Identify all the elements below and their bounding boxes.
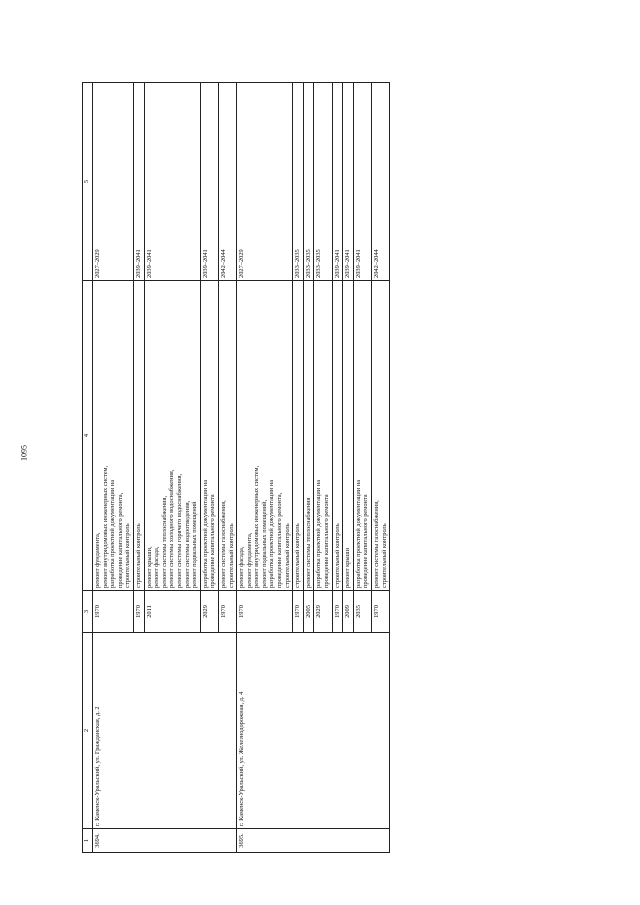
work-item: проведение капитального ремонта	[362, 494, 370, 588]
year-cell: 2035	[353, 591, 371, 633]
year-cell: 1970	[218, 591, 236, 633]
works-cell	[343, 281, 354, 591]
works-cell	[144, 281, 200, 591]
work-item: проведение капитального ремонта,	[276, 492, 284, 588]
works-cell	[93, 281, 134, 591]
period-cell: 2039–2041	[353, 83, 371, 281]
year-cell: 1970	[237, 591, 293, 633]
work-item: ремонт системы газоснабжения,	[373, 500, 380, 588]
row-number: 3695.	[237, 829, 390, 853]
work-item: разработка проектной документации на	[315, 479, 323, 588]
work-item: строительный контроль	[294, 523, 302, 588]
header-row	[83, 83, 93, 853]
year-cell: 2005	[303, 591, 314, 633]
work-item: ремонт подвальных помещений	[191, 501, 199, 588]
works-cell	[332, 281, 343, 591]
work-item: ремонт подвальных помещений,	[260, 499, 268, 588]
work-item: ремонт крыши,	[145, 546, 153, 588]
work-item: проведение капитального ремонта,	[116, 492, 124, 588]
header-cell-3: 3	[83, 591, 93, 633]
work-item: ремонт фундамента,	[245, 532, 253, 588]
work-item: ремонт системы теплоснабжения,	[160, 495, 168, 588]
work-item: ремонт системы горячего водоснабжения,	[175, 473, 183, 588]
address-cell: г. Каменск-Уральский, ул. Железнодорожная, д. 4	[237, 633, 390, 829]
work-item: проведение капитального ремонта	[209, 494, 217, 588]
works-cell	[293, 281, 304, 591]
period-cell: 2027–2029	[237, 83, 293, 281]
table-body	[93, 83, 390, 853]
work-item: строительный контроль	[134, 523, 142, 588]
work-item: строительный контроль	[333, 523, 341, 588]
page-number: 1095	[19, 445, 29, 461]
works-cell	[200, 281, 218, 591]
work-item: ремонт системы газоснабжения,	[219, 500, 227, 588]
period-cell: 2039–2041	[332, 83, 343, 281]
period-cell: 2033–2035	[303, 83, 314, 281]
work-item: ремонт системы водоотведения,	[183, 500, 191, 588]
work-item: разработка проектной документации на	[109, 479, 117, 588]
works-cell	[372, 281, 390, 591]
work-item: строительный контроль	[283, 523, 291, 588]
work-item: ремонт фасада,	[153, 546, 161, 588]
work-item: ремонт фундамента,	[94, 532, 101, 588]
work-item: разработка проектной документации на	[354, 479, 362, 588]
work-item: ремонт внутридомовых инженерных систем,	[101, 465, 109, 588]
year-cell: 2011	[144, 591, 200, 633]
year-cell: 1970	[332, 591, 343, 633]
period-cell: 2039–2041	[343, 83, 354, 281]
year-cell: 2029	[200, 591, 218, 633]
work-item: строительный контроль	[380, 523, 388, 588]
table-row	[237, 83, 293, 853]
work-item: разработка проектной документации на	[201, 479, 209, 588]
work-item: строительный контроль	[227, 523, 235, 588]
work-item: строительный контроль	[124, 523, 132, 588]
year-cell: 1970	[93, 591, 134, 633]
work-item: ремонт системы теплоснабжения	[304, 497, 312, 588]
works-cell	[353, 281, 371, 591]
work-item: ремонт внутридомовых инженерных систем,	[253, 465, 261, 588]
header-cell-2: 2	[83, 633, 93, 829]
header-cell-4: 4	[83, 281, 93, 591]
period-cell: 2039–2041	[200, 83, 218, 281]
period-cell: 2027–2029	[93, 83, 134, 281]
year-cell: 1970	[293, 591, 304, 633]
header-cell-1: 1	[83, 829, 93, 853]
works-cell	[133, 281, 144, 591]
period-cell: 2039–2041	[144, 83, 200, 281]
year-cell: 1970	[133, 591, 144, 633]
works-cell	[314, 281, 332, 591]
works-cell	[218, 281, 236, 591]
works-cell	[303, 281, 314, 591]
repair-schedule-table	[82, 82, 390, 853]
period-cell: 2042–2044	[218, 83, 236, 281]
work-item: разработка проектной документации на	[268, 479, 276, 588]
year-cell: 2009	[343, 591, 354, 633]
work-item: ремонт системы холодного водоснабжения,	[168, 469, 176, 588]
period-cell: 2039–2041	[133, 83, 144, 281]
period-cell: 2033–2035	[293, 83, 304, 281]
row-number: 3694.	[93, 829, 237, 853]
year-cell: 2029	[314, 591, 332, 633]
period-cell: 2033–2035	[314, 83, 332, 281]
work-item: проведение капитального ремонта	[323, 494, 331, 588]
period-cell: 2042–2044	[372, 83, 390, 281]
works-cell	[237, 281, 293, 591]
table-row	[93, 83, 134, 853]
header-cell-5: 5	[83, 83, 93, 281]
work-item: ремонт крыши	[344, 547, 352, 588]
rotated-page	[82, 83, 522, 853]
address-cell: г. Каменск-Уральский, ул. Гражданская, д. 2	[93, 633, 237, 829]
year-cell: 1970	[372, 591, 390, 633]
work-item: ремонт фасада,	[238, 546, 246, 588]
